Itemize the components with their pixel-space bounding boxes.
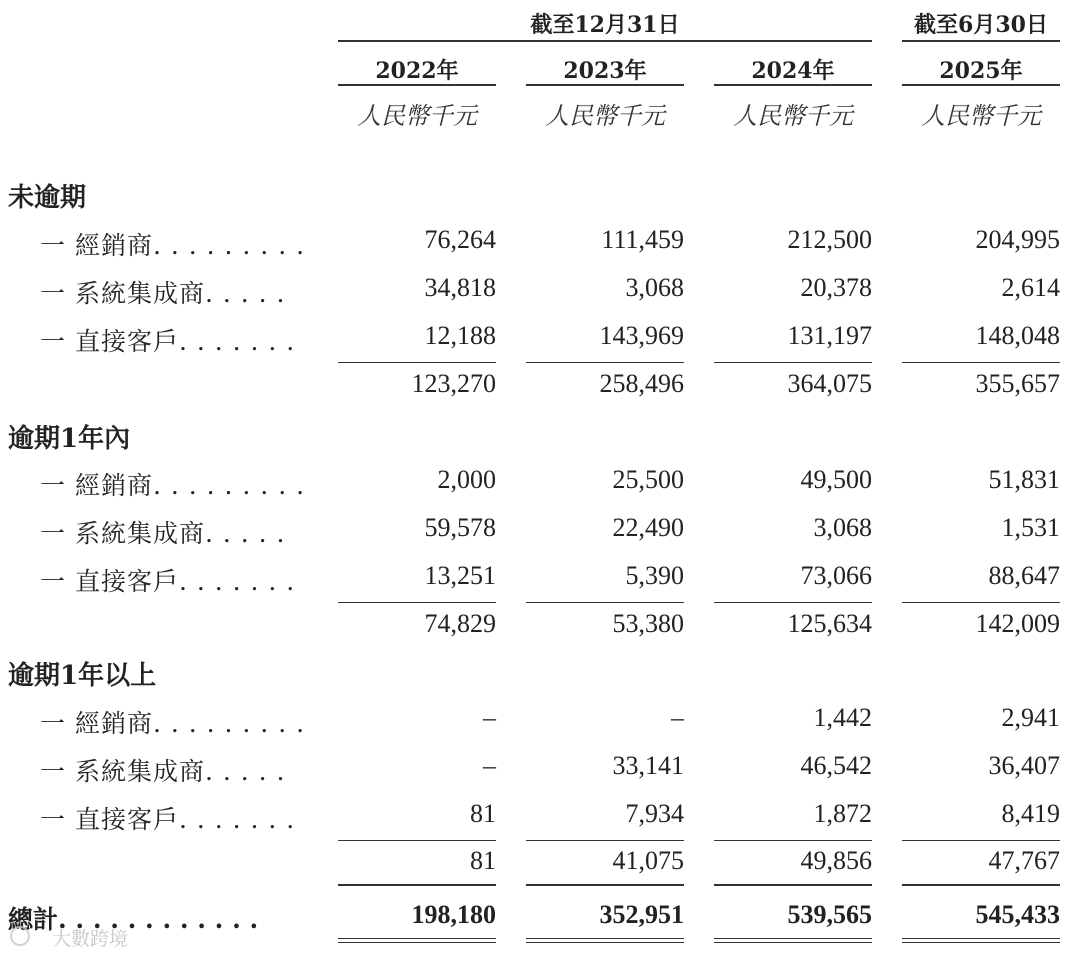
subtotal-rule	[714, 602, 872, 603]
total-top-rule	[902, 884, 1060, 886]
subtotal-rule	[526, 840, 684, 841]
subtotal-value: 142,009	[975, 609, 1060, 638]
subtotal-rule	[902, 602, 1060, 603]
cell-value: 204,995	[975, 225, 1060, 254]
year-2022: 2022年	[375, 58, 459, 84]
watermark-logo-icon	[10, 926, 30, 946]
cell-value: 13,251	[424, 561, 496, 590]
cell-value: 1,872	[813, 799, 872, 828]
unit-2022: 人民幣千元	[357, 102, 477, 130]
subtotal-rule	[526, 362, 684, 363]
cell-value: 2,941	[1001, 703, 1060, 732]
subtotal-rule	[714, 362, 872, 363]
subtotal-value: 41,075	[612, 846, 684, 875]
row-label: 一 系統集成商. . . . .	[40, 757, 286, 786]
total-double-rule	[526, 938, 684, 943]
total-top-rule	[526, 884, 684, 886]
subtotal-rule	[902, 840, 1060, 841]
subtotal-rule	[714, 840, 872, 841]
subtotal-value: 125,634	[787, 609, 872, 638]
subtotal-value: 123,270	[411, 369, 496, 398]
row-label: 一 系統集成商. . . . .	[40, 519, 286, 548]
header-group-jun: 截至6月30日	[914, 12, 1048, 38]
cell-value: 12,188	[424, 321, 496, 350]
cell-value: –	[671, 703, 684, 732]
subtotal-value: 47,767	[988, 846, 1060, 875]
subtotal-value: 258,496	[599, 369, 684, 398]
cell-value: 2,614	[1001, 273, 1060, 302]
cell-value: 88,647	[988, 561, 1060, 590]
cell-value: 5,390	[625, 561, 684, 590]
total-double-rule	[338, 938, 496, 943]
section-title-overdue-within-1y: 逾期1年內	[8, 424, 131, 454]
subtotal-value: 49,856	[800, 846, 872, 875]
cell-value: 34,818	[424, 273, 496, 302]
total-value: 352,951	[599, 900, 684, 929]
total-top-rule	[714, 884, 872, 886]
row-label: 一 直接客戶. . . . . . .	[40, 805, 296, 834]
cell-value: 111,459	[601, 225, 684, 254]
cell-value: –	[483, 751, 496, 780]
cell-value: 25,500	[612, 465, 684, 494]
row-label: 一 經銷商. . . . . . . . .	[40, 231, 306, 260]
cell-value: 81	[470, 799, 496, 828]
row-label: 一 經銷商. . . . . . . . .	[40, 471, 306, 500]
section-title-not-overdue: 未逾期	[8, 183, 87, 213]
cell-value: 36,407	[988, 751, 1060, 780]
cell-value: –	[483, 703, 496, 732]
cell-value: 8,419	[1001, 799, 1060, 828]
cell-value: 2,000	[437, 465, 496, 494]
cell-value: 1,442	[813, 703, 872, 732]
cell-value: 51,831	[988, 465, 1060, 494]
cell-value: 3,068	[625, 273, 684, 302]
cell-value: 143,969	[599, 321, 684, 350]
total-label: 總計. . . . . . . . . . . .	[8, 905, 259, 934]
subtotal-value: 53,380	[612, 609, 684, 638]
unit-2024: 人民幣千元	[733, 102, 853, 130]
year-2025: 2025年	[939, 58, 1023, 84]
year-2024: 2024年	[751, 58, 835, 84]
unit-2023: 人民幣千元	[545, 102, 665, 130]
subtotal-value: 355,657	[975, 369, 1060, 398]
year-rule-2024	[714, 84, 872, 86]
subtotal-rule	[902, 362, 1060, 363]
total-top-rule	[338, 884, 496, 886]
subtotal-rule	[338, 840, 496, 841]
cell-value: 1,531	[1001, 513, 1060, 542]
cell-value: 59,578	[424, 513, 496, 542]
cell-value: 22,490	[612, 513, 684, 542]
total-double-rule	[714, 938, 872, 943]
cell-value: 131,197	[787, 321, 872, 350]
cell-value: 20,378	[800, 273, 872, 302]
header-rule-dec	[338, 40, 872, 42]
row-label: 一 直接客戶. . . . . . .	[40, 327, 296, 356]
cell-value: 33,141	[612, 751, 684, 780]
year-rule-2025	[902, 84, 1060, 86]
subtotal-rule	[338, 602, 496, 603]
header-rule-jun	[902, 40, 1060, 42]
cell-value: 49,500	[800, 465, 872, 494]
year-2023: 2023年	[563, 58, 647, 84]
year-rule-2022	[338, 84, 496, 86]
row-label: 一 直接客戶. . . . . . .	[40, 567, 296, 596]
row-label: 一 經銷商. . . . . . . . .	[40, 709, 306, 738]
cell-value: 3,068	[813, 513, 872, 542]
cell-value: 7,934	[625, 799, 684, 828]
header-group-dec: 截至12月31日	[530, 12, 680, 38]
watermark-text: 大數跨境	[52, 928, 129, 950]
total-double-rule	[902, 938, 1060, 943]
cell-value: 46,542	[800, 751, 872, 780]
cell-value: 148,048	[975, 321, 1060, 350]
row-label: 一 系統集成商. . . . .	[40, 279, 286, 308]
unit-2025: 人民幣千元	[921, 102, 1041, 130]
subtotal-value: 364,075	[787, 369, 872, 398]
subtotal-rule	[526, 602, 684, 603]
subtotal-value: 74,829	[424, 609, 496, 638]
cell-value: 76,264	[424, 225, 496, 254]
subtotal-rule	[338, 362, 496, 363]
total-value: 539,565	[787, 900, 872, 929]
cell-value: 212,500	[787, 225, 872, 254]
cell-value: 73,066	[800, 561, 872, 590]
year-rule-2023	[526, 84, 684, 86]
subtotal-value: 81	[470, 846, 496, 875]
section-title-overdue-over-1y: 逾期1年以上	[8, 661, 157, 691]
total-value: 198,180	[411, 900, 496, 929]
total-value: 545,433	[975, 900, 1060, 929]
